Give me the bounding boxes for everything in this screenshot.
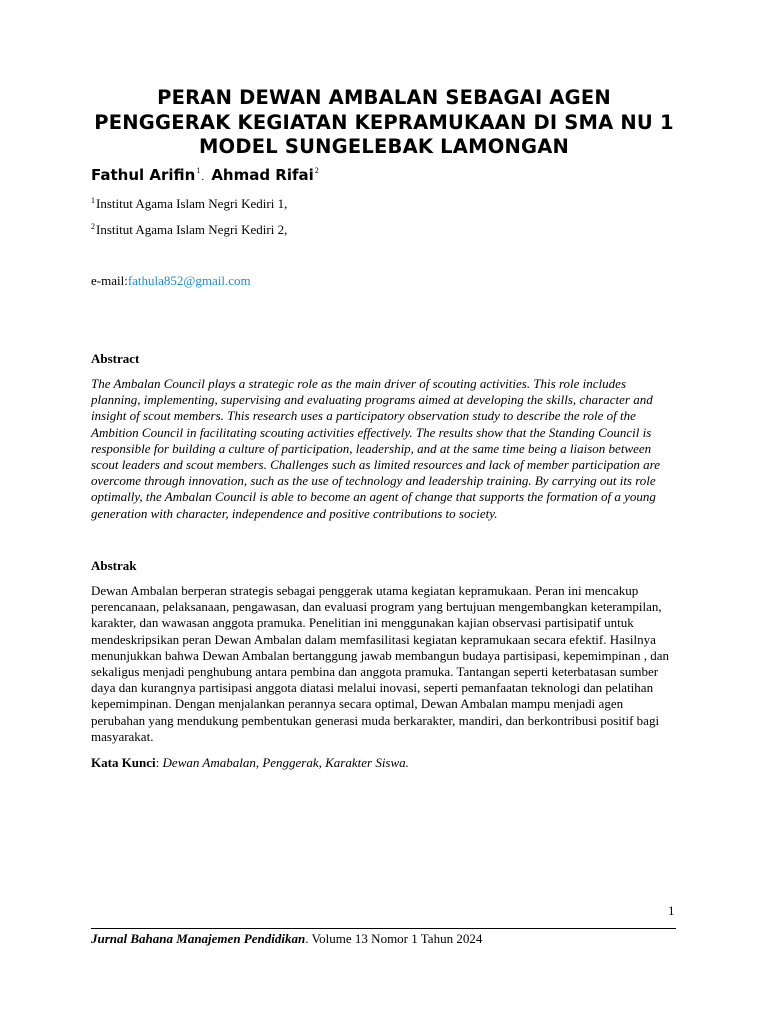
- abstrak-line: masyarakat.: [91, 728, 154, 744]
- contact-email: [91, 273, 251, 289]
- author-affiliation-marker: 2: [314, 166, 319, 175]
- author-separator: .: [201, 171, 205, 183]
- title-line: PENGGERAK KEGIATAN KEPRAMUKAAN DI SMA NU 1: [94, 110, 674, 134]
- author-name: Fathul Arifin: [91, 166, 196, 184]
- abstract-line: optimally, the Ambalan Council is able to become an agent of change that supports the formation of a young: [91, 489, 656, 505]
- abstrak-line: perubahan yang mendukung pembentukan generasi muda berkarakter, mandiri, dan berkontribusi positif bagi: [91, 712, 660, 728]
- journal-issue: . Volume 13 Nomor 1 Tahun 2024: [305, 931, 483, 946]
- abstract-line: scout leaders and scout members. Challenges such as limited resources and lack of member participation are: [91, 457, 661, 473]
- affiliation-1: [91, 196, 287, 212]
- abstract-line: The Ambalan Council plays a strategic role as the main driver of scouting activities. This role includes: [91, 376, 626, 391]
- footer-divider: [91, 928, 676, 929]
- keywords: [91, 755, 409, 771]
- affiliation-text: Institut Agama Islam Negri Kediri 1,: [96, 196, 288, 211]
- abstrak-line: Dewan Ambalan berperan strategis sebagai penggerak utama kegiatan kepramukaan. Peran ini mencakup: [91, 583, 639, 598]
- abstrak-line: mendeskripsikan peran Dewan Ambalan dalam memfasilitasi kegiatan kepramukaan secara efektif. Hasilnya: [91, 631, 656, 647]
- abstract-line: responsible for building a culture of participation, leadership, and at the same time being a liaison between: [91, 440, 652, 456]
- journal-name: Jurnal Bahana Manajemen Pendidikan: [91, 931, 306, 946]
- email-link[interactable]: fathula852@gmail.com: [127, 273, 251, 288]
- abstrak-line: karakter, dan wawasan anggota pramuka. Penelitian ini menggunakan kajian observasi partisipatif untuk: [91, 615, 634, 631]
- abstract-line: Ambition Council in facilitating scouting activities effectively. The results show that the Standing Council is: [91, 424, 652, 440]
- keywords-values: Dewan Amabalan, Penggerak, Karakter Siswa.: [159, 755, 409, 770]
- abstrak-line: menunjukkan bahwa Dewan Ambalan bertanggung jawab membangun budaya partisipasi, kepemimpinan , dan: [91, 647, 669, 663]
- abstrak-body: [91, 583, 681, 745]
- author-name: Ahmad Rifai: [211, 166, 314, 184]
- affiliation-text: Institut Agama Islam Negri Kediri 2,: [96, 222, 288, 237]
- abstrak-heading: Abstrak: [91, 558, 137, 573]
- affiliation-marker: 1: [91, 196, 95, 205]
- abstract-line: planning, implementing, supervising and evaluating programs aimed at developing the skills, character and: [91, 392, 653, 408]
- abstract-line: overcome through innovation, such as the use of technology and leadership training. By carrying out its role: [91, 473, 656, 489]
- abstrak-line: sekaligus menjadi penghubung antara pembina dan anggota pramuka. Tantangan seperti keterbatasan sumber: [91, 664, 659, 680]
- page-number: 1: [668, 903, 675, 918]
- keywords-separator: :: [155, 755, 160, 770]
- abstract-body: [91, 376, 681, 522]
- abstrak-line: perencanaan, pelaksanaan, pengawasan, dan evaluasi program yang bertujuan mengembangkan keterampilan,: [91, 599, 662, 615]
- abstrak-line: kepemimpinan. Dengan menjalankan perannya secara optimal, Dewan Ambalan mampu menjadi agen: [91, 696, 624, 712]
- affiliation-2: [91, 222, 287, 238]
- paper-title: [60, 86, 708, 160]
- keywords-label: Kata Kunci: [91, 755, 156, 770]
- author-list: [91, 166, 320, 184]
- affiliation-marker: 2: [91, 222, 95, 231]
- title-line: MODEL SUNGELEBAK LAMONGAN: [198, 135, 570, 158]
- email-label: e-mail:: [91, 273, 128, 288]
- abstract-heading: Abstract: [91, 351, 140, 366]
- abstrak-line: daya dan kurangnya partisipasi anggota diatasi melalui inovasi, seperti pemanfaatan teknologi dan pelatihan: [91, 680, 654, 696]
- abstract-line: insight of scout members. This research uses a participatory observation study to describe the role of the: [91, 408, 636, 424]
- page-footer: [91, 931, 482, 947]
- author-affiliation-marker: 1: [196, 166, 201, 175]
- abstract-line: generation with character, independence and positive contributions to society.: [91, 505, 498, 521]
- title-line: PERAN DEWAN AMBALAN SEBAGAI AGEN: [157, 86, 611, 109]
